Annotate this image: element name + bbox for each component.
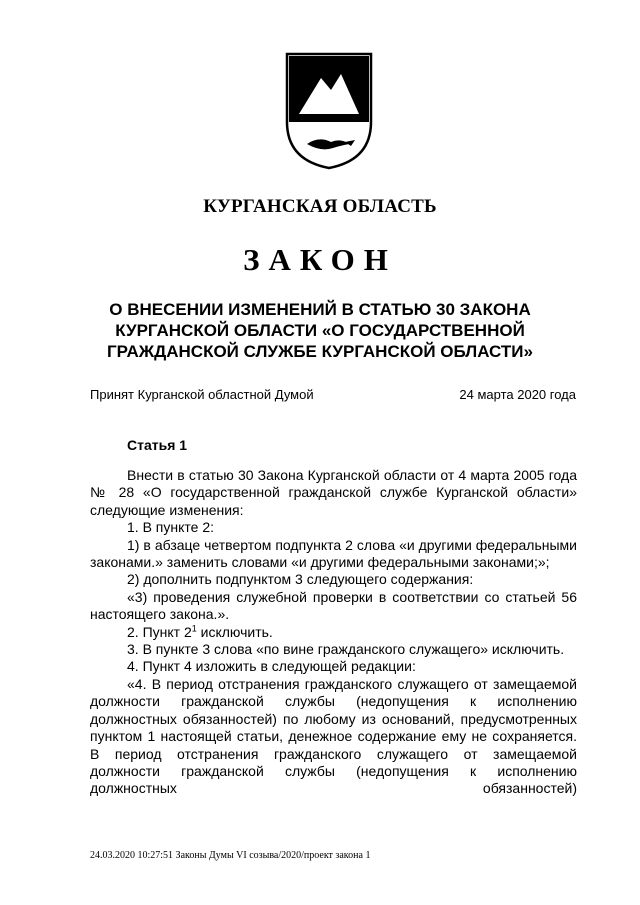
paragraph: 3. В пункте 3 слова «по вине гражданского служащего» исключить. [127,641,565,658]
paragraph: 1) в абзаце четвертом подпункта 2 слова «и другими федеральными законами.» заменить словами «и другими федеральными законами;»; [90,536,577,571]
law-title [60,299,580,362]
article-body [90,467,577,798]
paragraph: 4. Пункт 4 изложить в следующей редакции: [127,658,416,675]
adoption-line [90,387,576,402]
paragraph-text: 2. Пункт 2 [127,623,192,640]
law-title-line: О ВНЕСЕНИИ ИЗМЕНЕНИЙ В СТАТЬЮ 30 ЗАКОНА [109,300,531,319]
paragraph-text: исключить. [196,623,273,640]
paragraph: «4. В период отстранения гражданского служащего от замещаемой должности гражданской службы (недопущения к исполнению должностных обязанностей) по любому из оснований, предусмотренных пунктом 1 настоящей статьи, денежное содержание ему не сохраняется. В период отстранения гражданского служащего от замещаемой должности гражданской службы (недопущения к исполнению должностных обязанностей) [90,675,577,797]
paragraph: 2) дополнить подпунктом 3 следующего содержания: [127,571,474,588]
paragraph: «3) проведения служебной проверки в соответствии со статьей 56 настоящего закона.». [90,588,577,623]
adopted-by: Принят Курганской областной Думой [90,387,314,402]
paragraph: 1. В пункте 2: [127,519,214,536]
article-heading: Статья 1 [127,437,188,453]
region-heading: КУРГАНСКАЯ ОБЛАСТЬ [203,196,437,217]
paragraph: Внести в статью 30 Закона Курганской области от 4 марта 2005 года № 28 «О государственной гражданской службе Курганской области» следующие изменения: [90,467,577,518]
coat-of-arms-emblem [285,52,373,170]
law-title-line: ГРАЖДАНСКОЙ СЛУЖБЕ КУРГАНСКОЙ ОБЛАСТИ» [107,342,533,361]
footer-stamp: 24.03.2020 10:27:51 Законы Думы VI созыва/2020/проект закона 1 [90,850,371,861]
law-title-line: КУРГАНСКОЙ ОБЛАСТИ «О ГОСУДАРСТВЕННОЙ [115,321,525,340]
paragraph [90,624,577,641]
document-type-heading: ЗАКОН [243,242,397,277]
superscript: 1 [191,623,197,633]
adoption-date: 24 марта 2020 года [459,387,576,402]
